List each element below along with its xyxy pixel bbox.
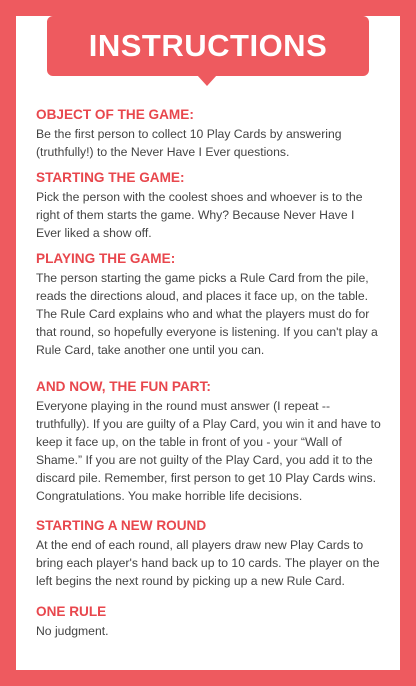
section-starting-the-game <box>36 169 382 242</box>
section-body: No judgment. <box>36 624 109 638</box>
section-fun-part <box>36 378 382 505</box>
section-body: Everyone playing in the round must answer (I repeat -- truthfully). If you are guilty of a Play Card, you win it and have to keep it face up, on the table in front of you - your “Wall of Shame.” If you are not guilty of the Play Card, you add it to the discard pile. Remember, first person to get 10 Play Cards wins. Congratulations. You make horrible life decisions. <box>36 399 381 503</box>
section-body: The person starting the game picks a Rule Card from the pile, reads the directions aloud, and places it face up, on the table. The Rule Card explains who and what the players must do for that round, so hopefully everyone is listening. If you can't play a Rule Card, take another one until you can. <box>36 271 378 357</box>
section-body: Be the first person to collect 10 Play Cards by answering (truthfully!) to the Never Have I Ever questions. <box>36 127 342 159</box>
section-heading: PLAYING THE GAME: <box>36 251 176 266</box>
section-heading: OBJECT OF THE GAME: <box>36 107 194 122</box>
section-one-rule <box>36 603 382 640</box>
section-heading: STARTING THE GAME: <box>36 170 185 185</box>
section-body: Pick the person with the coolest shoes and whoever is to the right of them starts the game. Why? Because Never Have I Ever liked a show off. <box>36 190 363 240</box>
banner-title: INSTRUCTIONS <box>88 28 328 63</box>
section-starting-a-new-round <box>36 517 382 590</box>
instructions-content <box>36 106 382 640</box>
instructions-banner <box>47 16 369 76</box>
section-playing-the-game <box>36 250 382 359</box>
section-heading: AND NOW, THE FUN PART: <box>36 379 211 394</box>
section-heading: STARTING A NEW ROUND <box>36 518 207 533</box>
section-body: At the end of each round, all players draw new Play Cards to bring each player's hand back up to 10 cards. The player on the left begins the next round by picking up a new Rule Card. <box>36 538 380 588</box>
section-object-of-the-game <box>36 106 382 161</box>
banner-pointer <box>197 75 217 86</box>
section-heading: ONE RULE <box>36 604 107 619</box>
